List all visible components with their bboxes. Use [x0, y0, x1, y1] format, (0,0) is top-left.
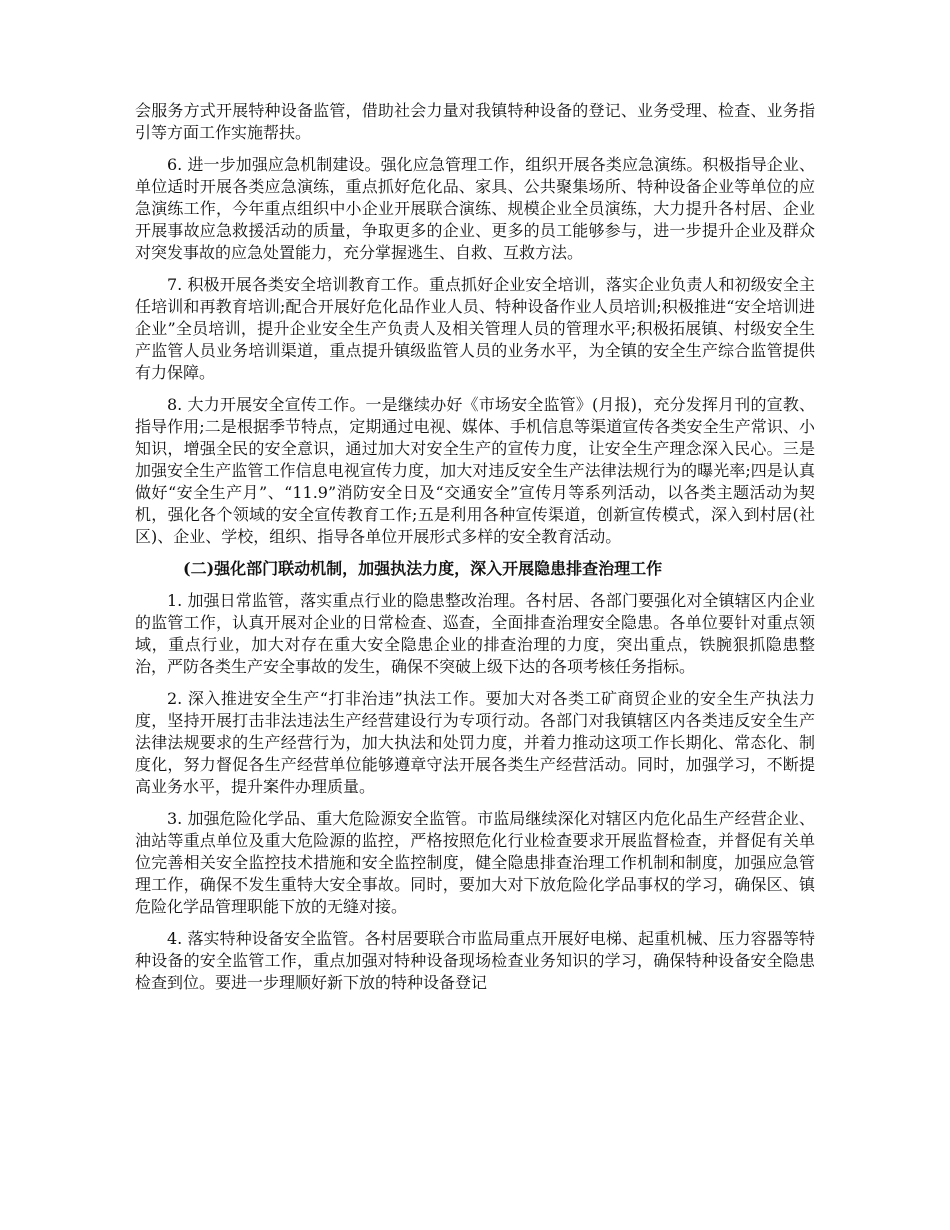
document-body: [135, 100, 815, 1004]
paragraph-item-6-emergency: 6. 进一步加强应急机制建设。强化应急管理工作，组织开展各类应急演练。积极指导企业、单位适时开展各类应急演练，重点抓好危化品、家具、公共聚集场所、特种设备企业等单位的应急演练工作，今年重点组织中小企业开展联合演练、规模企业全员演练，大力提升各村居、企业开展事故应急救援活动的质量，争取更多的企业、更多的员工能够参与，进一步提升企业及群众对突发事故的应急处置能力，充分掌握逃生、自救、互救方法。: [135, 155, 815, 262]
paragraph-section-item-2: 2. 深入推进安全生产“打非治违”执法工作。要加大对各类工矿商贸企业的安全生产执法力度，坚持开展打击非法违法生产经营建设行为专项行动。各部门对我镇辖区内各类违反安全生产法律法规要求的生产经营行为，加大执法和处罚力度，并着力推动这项工作长期化、常态化、制度化，努力督促各生产经营单位能够遵章守法开展各类生产经营活动。同时，加强学习，不断提高业务水平，提升案件办理质量。: [135, 689, 815, 796]
section-heading: (二)强化部门联动机制，加强执法力度，深入开展隐患排查治理工作: [183, 559, 663, 578]
paragraph-section-item-4: 4. 落实特种设备安全监管。各村居要联合市监局重点开展好电梯、起重机械、压力容器等特种设备的安全监管工作，重点加强对特种设备现场检查业务知识的学习，确保特种设备安全隐患检查到位。要进一步理顺好新下放的特种设备登记: [135, 929, 815, 992]
paragraph-item-8-publicity: 8. 大力开展安全宣传工作。一是继续办好《市场安全监管》(月报)，充分发挥月刊的宣教、指导作用;二是根据季节特点，定期通过电视、媒体、手机信息等渠道宣传各类安全生产常识、小知识，增强全民的安全意识，通过加大对安全生产的宣传力度，让安全生产理念深入民心。三是加强安全生产监管工作信息电视宣传力度，加大对违反安全生产法律法规行为的曝光率;四是认真做好“安全生产月”、“11.9”消防安全日及“交通安全”宣传月等系列活动，以各类主题活动为契机，强化各个领域的安全宣传教育工作;五是利用各种宣传渠道，创新宣传模式，深入到村居(社区)、企业、学校，组织、指导各单位开展形式多样的安全教育活动。: [135, 395, 815, 546]
paragraph-continuation: 会服务方式开展特种设备监管，借助社会力量对我镇特种设备的登记、业务受理、检查、业务指引等方面工作实施帮扶。: [135, 101, 815, 142]
paragraph-section-item-3: 3. 加强危险化学品、重大危险源安全监管。市监局继续深化对辖区内危化品生产经营企业、油站等重点单位及重大危险源的监控，严格按照危化行业检查要求开展监督检查，并督促有关单位完善相关安全监控技术措施和安全监控制度，健全隐患排查治理工作机制和制度，加强应急管理工作，确保不发生重特大安全事故。同时，要加大对下放危险化学品事权的学习，确保区、镇危险化学品管理职能下放的无缝对接。: [135, 809, 815, 916]
paragraph-item-7-training: 7. 积极开展各类安全培训教育工作。重点抓好企业安全培训，落实企业负责人和初级安全主任培训和再教育培训;配合开展好危化品作业人员、特种设备作业人员培训;积极推进“安全培训进企业”全员培训，提升企业安全生产负责人及相关管理人员的管理水平;积极拓展镇、村级安全生产监管人员业务培训渠道，重点提升镇级监管人员的业务水平，为全镇的安全生产综合监管提供有力保障。: [135, 275, 815, 382]
paragraph-section-item-1: 1. 加强日常监管，落实重点行业的隐患整改治理。各村居、各部门要强化对全镇辖区内企业的监管工作，认真开展对企业的日常检查、巡查，全面排查治理安全隐患。各单位要针对重点领域，重点行业，加大对存在重大安全隐患企业的排查治理的力度，突出重点，铁腕狠抓隐患整治，严防各类生产安全事故的发生，确保不突破上级下达的各项考核任务指标。: [135, 591, 815, 676]
